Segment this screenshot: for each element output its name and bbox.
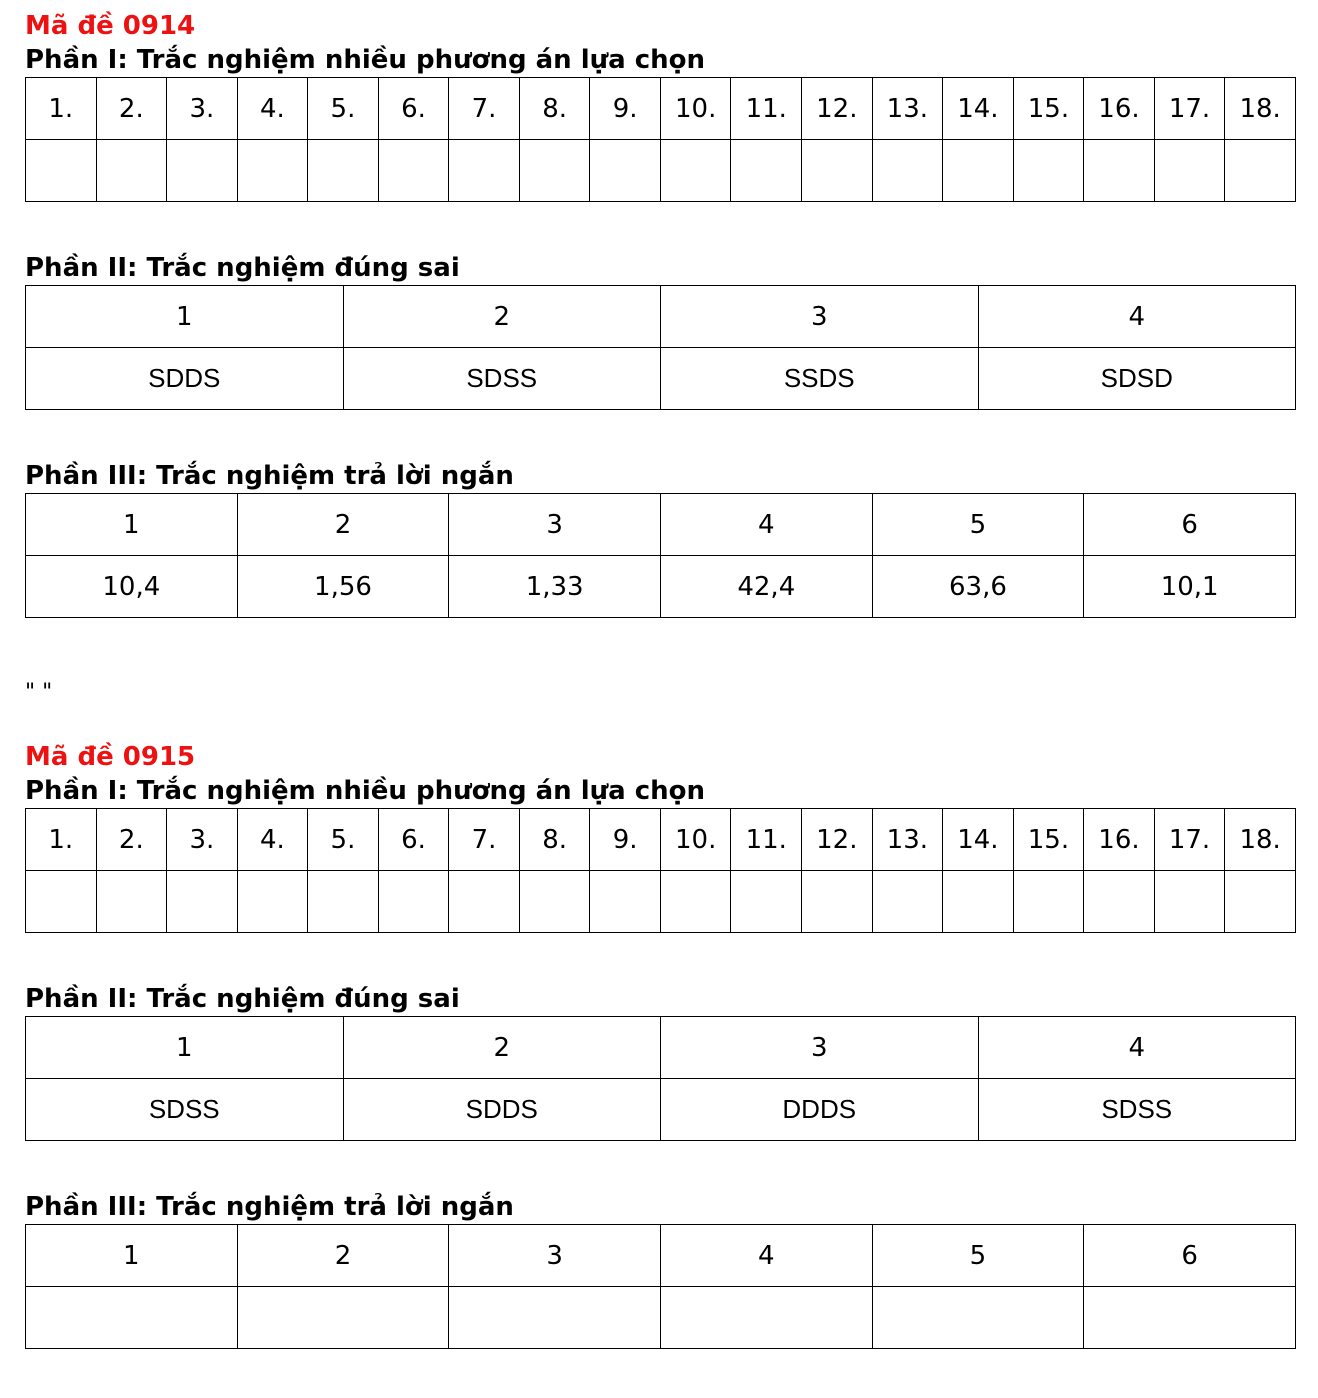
answer-cell: 10,4: [26, 556, 238, 618]
header-cell: 16.: [1084, 809, 1155, 871]
header-cell: 8.: [519, 78, 590, 140]
header-cell: 5.: [308, 809, 379, 871]
part3-title: Phần III: Trắc nghiệm trả lời ngắn: [25, 461, 514, 491]
answer-cell: [660, 1287, 872, 1349]
header-cell: 2: [343, 286, 661, 348]
answer-cell: [590, 140, 661, 202]
header-cell: 9.: [590, 809, 661, 871]
header-cell: 1: [26, 1225, 238, 1287]
answer-cell: [1225, 140, 1296, 202]
answer-cell: [731, 871, 802, 933]
header-cell: 14.: [943, 809, 1014, 871]
header-cell: 10.: [660, 809, 731, 871]
answer-cell: SDDS: [343, 1079, 661, 1141]
exam-0914: [25, 10, 1296, 618]
answer-cell: 63,6: [872, 556, 1084, 618]
answer-cell: [802, 140, 873, 202]
header-cell: 14.: [943, 78, 1014, 140]
header-cell: 4.: [237, 809, 308, 871]
part2-title: Phần II: Trắc nghiệm đúng sai: [25, 984, 460, 1014]
header-row: [26, 78, 1296, 140]
header-cell: 15.: [1013, 809, 1084, 871]
answer-row: [26, 348, 1296, 410]
part1-table: [25, 77, 1296, 202]
header-cell: 16.: [1084, 78, 1155, 140]
header-cell: 9.: [590, 78, 661, 140]
answer-cell: [1154, 140, 1225, 202]
answer-cell: [943, 140, 1014, 202]
exam-code: Mã đề 0914: [25, 11, 196, 41]
header-cell: 3.: [167, 809, 238, 871]
header-cell: 4: [978, 1017, 1296, 1079]
answer-cell: [96, 871, 167, 933]
answer-cell: 42,4: [660, 556, 872, 618]
answer-row: [26, 1287, 1296, 1349]
answer-row: [26, 1079, 1296, 1141]
header-cell: 13.: [872, 809, 943, 871]
header-cell: 3: [449, 494, 661, 556]
answer-cell: [449, 1287, 661, 1349]
answer-cell: [1084, 1287, 1296, 1349]
answer-cell: [802, 871, 873, 933]
answer-cell: DDDS: [661, 1079, 979, 1141]
part3-table: [25, 493, 1296, 618]
answer-cell: SDSS: [978, 1079, 1296, 1141]
answer-cell: [519, 871, 590, 933]
header-cell: 6: [1084, 494, 1296, 556]
separator-quotes: " ": [25, 680, 53, 705]
header-cell: 3: [661, 286, 979, 348]
exam-0915: [25, 741, 1296, 1349]
header-cell: 15.: [1013, 78, 1084, 140]
answer-cell: [26, 140, 97, 202]
answer-cell: [26, 1287, 238, 1349]
part2-table: [25, 1016, 1296, 1141]
answer-cell: [449, 140, 520, 202]
header-cell: 3: [449, 1225, 661, 1287]
header-cell: 4: [978, 286, 1296, 348]
answer-cell: [660, 140, 731, 202]
answer-cell: [1013, 871, 1084, 933]
header-cell: 18.: [1225, 809, 1296, 871]
header-cell: 4: [660, 1225, 872, 1287]
header-cell: 10.: [660, 78, 731, 140]
header-cell: 11.: [731, 78, 802, 140]
exam-code: Mã đề 0915: [25, 742, 196, 772]
header-cell: 4: [660, 494, 872, 556]
answer-cell: [308, 871, 379, 933]
header-cell: 3: [661, 1017, 979, 1079]
answer-row: [26, 871, 1296, 933]
answer-cell: [237, 871, 308, 933]
answer-cell: [1225, 871, 1296, 933]
header-cell: 12.: [802, 809, 873, 871]
answer-cell: 1,33: [449, 556, 661, 618]
header-cell: 7.: [449, 78, 520, 140]
header-cell: 5.: [308, 78, 379, 140]
header-cell: 5: [872, 1225, 1084, 1287]
header-cell: 8.: [519, 809, 590, 871]
answer-cell: [167, 871, 238, 933]
header-cell: 11.: [731, 809, 802, 871]
part3-title: Phần III: Trắc nghiệm trả lời ngắn: [25, 1192, 514, 1222]
header-cell: 6.: [378, 809, 449, 871]
answer-cell: [378, 871, 449, 933]
header-cell: 6.: [378, 78, 449, 140]
part2-title: Phần II: Trắc nghiệm đúng sai: [25, 253, 460, 283]
header-cell: 4.: [237, 78, 308, 140]
answer-cell: SSDS: [661, 348, 979, 410]
answer-cell: [237, 1287, 449, 1349]
header-cell: 2: [237, 494, 449, 556]
answer-cell: [96, 140, 167, 202]
answer-cell: SDSS: [26, 1079, 344, 1141]
answer-row: [26, 140, 1296, 202]
answer-cell: [872, 1287, 1084, 1349]
part1-table: [25, 808, 1296, 933]
header-row: [26, 1017, 1296, 1079]
header-cell: 2.: [96, 809, 167, 871]
header-cell: 5: [872, 494, 1084, 556]
answer-cell: [943, 871, 1014, 933]
header-cell: 2: [343, 1017, 661, 1079]
answer-cell: 1,56: [237, 556, 449, 618]
header-row: [26, 1225, 1296, 1287]
header-cell: 2: [237, 1225, 449, 1287]
answer-cell: [872, 871, 943, 933]
answer-cell: [308, 140, 379, 202]
header-cell: 1: [26, 1017, 344, 1079]
answer-cell: [872, 140, 943, 202]
answer-cell: [660, 871, 731, 933]
answer-cell: [378, 140, 449, 202]
answer-cell: [1084, 871, 1155, 933]
answer-cell: [1013, 140, 1084, 202]
answer-cell: SDSS: [343, 348, 661, 410]
header-row: [26, 494, 1296, 556]
answer-cell: SDDS: [26, 348, 344, 410]
header-cell: 1: [26, 286, 344, 348]
header-cell: 17.: [1154, 78, 1225, 140]
header-cell: 1: [26, 494, 238, 556]
header-cell: 13.: [872, 78, 943, 140]
answer-cell: [26, 871, 97, 933]
answer-cell: [519, 140, 590, 202]
header-cell: 1.: [26, 809, 97, 871]
header-cell: 12.: [802, 78, 873, 140]
header-cell: 7.: [449, 809, 520, 871]
part1-title: Phần I: Trắc nghiệm nhiều phương án lựa chọn: [25, 776, 706, 806]
part3-table: [25, 1224, 1296, 1349]
header-row: [26, 809, 1296, 871]
header-cell: 1.: [26, 78, 97, 140]
header-cell: 17.: [1154, 809, 1225, 871]
part2-table: [25, 285, 1296, 410]
answer-cell: [237, 140, 308, 202]
header-cell: 2.: [96, 78, 167, 140]
answer-cell: [167, 140, 238, 202]
answer-cell: [449, 871, 520, 933]
header-cell: 3.: [167, 78, 238, 140]
answer-cell: 10,1: [1084, 556, 1296, 618]
answer-cell: SDSD: [978, 348, 1296, 410]
header-cell: 18.: [1225, 78, 1296, 140]
answer-cell: [731, 140, 802, 202]
part1-title: Phần I: Trắc nghiệm nhiều phương án lựa chọn: [25, 45, 706, 75]
answer-cell: [1154, 871, 1225, 933]
header-row: [26, 286, 1296, 348]
answer-cell: [1084, 140, 1155, 202]
answer-row: [26, 556, 1296, 618]
header-cell: 6: [1084, 1225, 1296, 1287]
answer-cell: [590, 871, 661, 933]
